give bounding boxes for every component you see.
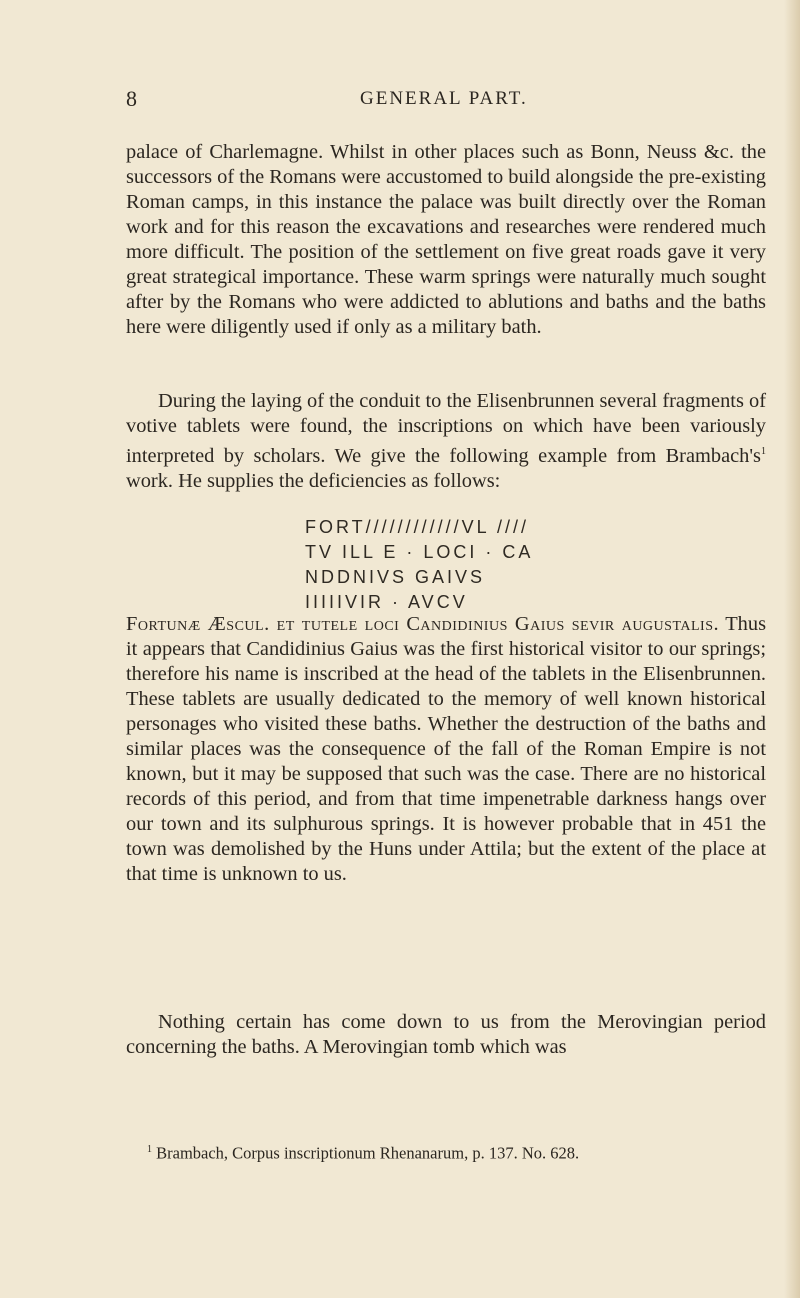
- page-number: 8: [126, 86, 138, 111]
- paragraph-votive-tablets: [126, 389, 766, 494]
- inscription-reading: Fortunæ Æscul. et tutele loci Candidinius Gaius sevir augustalis.: [126, 613, 720, 635]
- inscription-block: [305, 515, 635, 615]
- inscription-line-4: IIIIIVIR · AVCV: [305, 592, 468, 612]
- inscription-line-2: TV ILL E · LOCI · CA: [305, 542, 534, 562]
- paragraph-charlemagne-palace: palace of Charlemagne. Whilst in other places such as Bonn, Neuss &c. the successors of the Romans were accustomed to build alongside the pre-existing Roman camps, in this instance the palace was built directly over the Roman work and for this reason the excavations and researches were rendered much more difficult. The position of the settlement on five great roads gave it very great strategical importance. These warm springs were naturally much sought after by the Romans who were addicted to ablutions and baths and the baths here were diligently used if only as a military bath.: [126, 141, 766, 338]
- inscription-line-1: FORT////////////VL ////: [305, 517, 530, 537]
- page-header: [126, 86, 766, 116]
- footnote-reference[interactable]: 1: [761, 446, 766, 457]
- paragraph-candidinius-text: Thus it appears that Candidinius Gaius was the first historical visitor to our springs; therefore his name is inscribed at the head of the tablets in the Elisenbrunnen. These tablets are usually dedicated to the memory of well known historical personages who visited these baths. Whether the destruction of the baths and similar places was the consequence of the fall of the Roman Empire is not known, but it may be supposed that such was the case. There are no historical records of this period, and from that time impenetrable darkness hangs over our town and its sulphurous springs. It is however probable that in 451 the town was demolished by the Huns under Attila; but the extent of the place at that time is unknown to us.: [126, 613, 767, 885]
- inscription-line-3: NDDNIVS GAIVS: [305, 567, 486, 587]
- footnote: [147, 1140, 787, 1164]
- paragraph-votive-tablets-text: During the laying of the conduit to the Elisenbrunnen several fragments of votive tablets were found, the inscriptions on which have been variously interpreted by scholars. We give the following example from Brambach's: [126, 390, 766, 467]
- footnote-mark: 1: [147, 1144, 152, 1155]
- paragraph-inscription-reading: [126, 612, 766, 887]
- footnote-text: Brambach, Corpus inscriptionum Rhenanarum, p. 137. No. 628.: [156, 1143, 580, 1163]
- paragraph-votive-tablets-end: work. He supplies the deficiencies as follows:: [126, 469, 501, 492]
- page-edge-shadow: [784, 0, 800, 1298]
- running-head: GENERAL PART.: [360, 88, 528, 109]
- paragraph-merovingian: Nothing certain has come down to us from the Merovingian period concerning the baths. A Merovingian tomb which was: [126, 1011, 766, 1058]
